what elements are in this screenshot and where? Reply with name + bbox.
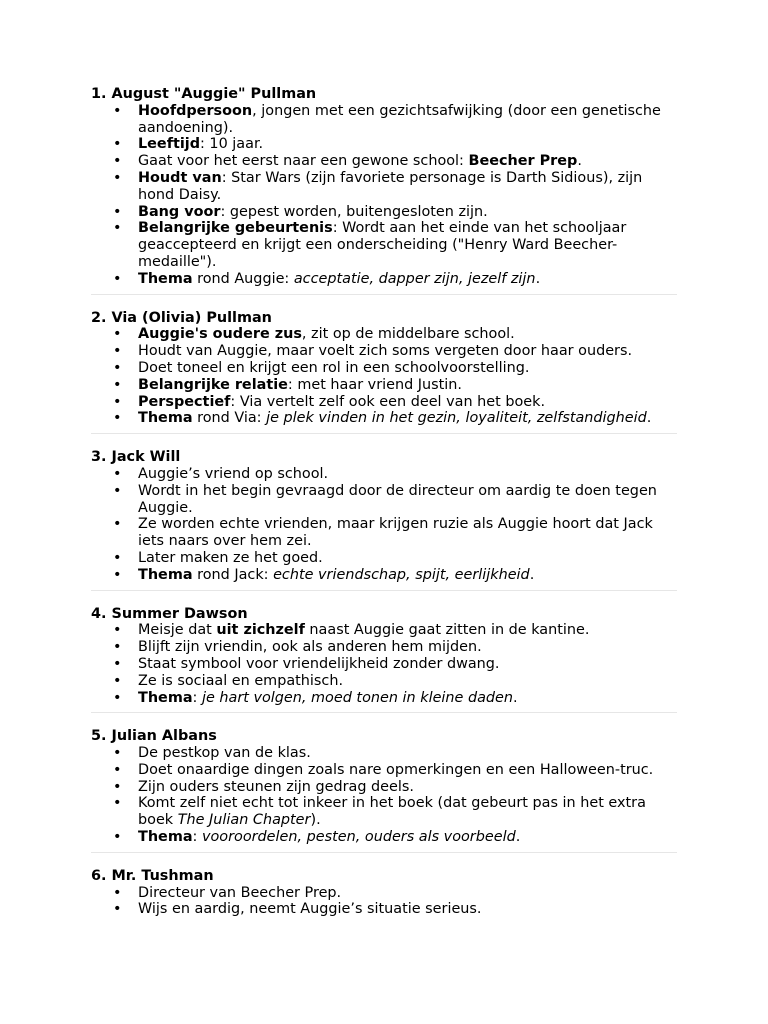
list-item xyxy=(91,466,677,483)
bullet-list xyxy=(91,885,677,919)
bullet-icon: • xyxy=(113,884,122,901)
list-item xyxy=(91,326,677,343)
text-run: Houdt van Auggie, maar voelt zich soms vergeten door haar ouders. xyxy=(138,343,633,360)
list-item xyxy=(91,550,677,567)
bullet-icon: • xyxy=(113,169,122,186)
text-run: rond Jack: xyxy=(192,566,274,583)
bullet-list xyxy=(91,745,677,846)
bullet-icon: • xyxy=(113,343,122,360)
bullet-icon: • xyxy=(113,359,122,376)
text-run: Zijn ouders steunen zijn gedrag deels. xyxy=(138,778,414,795)
character-section xyxy=(91,86,677,295)
list-item xyxy=(91,220,677,270)
list-item xyxy=(91,567,677,584)
italic-text: vooroordelen, pesten, ouders als voorbeeld xyxy=(201,829,516,846)
text-run: ). xyxy=(310,812,321,829)
bullet-list xyxy=(91,466,677,584)
character-section xyxy=(91,310,677,435)
list-item xyxy=(91,656,677,673)
text-run: : Via vertelt zelf ook een deel van het boek. xyxy=(230,393,546,410)
italic-text: je plek vinden in het gezin, loyaliteit, zelfstandigheid xyxy=(266,410,647,427)
bullet-icon: • xyxy=(113,795,122,812)
text-run: . xyxy=(535,270,541,287)
list-item xyxy=(91,343,677,360)
bullet-icon: • xyxy=(113,203,122,220)
bold-text: Thema xyxy=(138,566,193,583)
text-run: De pestkop van de klas. xyxy=(138,745,311,762)
section-heading: 6. Mr. Tushman xyxy=(91,867,214,884)
list-item xyxy=(91,690,677,707)
bullet-icon: • xyxy=(113,745,122,762)
bold-text: Auggie's oudere zus xyxy=(138,326,302,343)
section-heading: 3. Jack Will xyxy=(91,449,181,466)
list-item xyxy=(91,762,677,779)
text-run: Ze worden echte vrienden, maar krijgen ruzie als Auggie hoort dat Jack iets naars over hem zei. xyxy=(138,516,653,550)
bullet-icon: • xyxy=(113,516,122,533)
list-item xyxy=(91,745,677,762)
italic-text: je hart volgen, moed tonen in kleine daden xyxy=(201,689,514,706)
list-item xyxy=(91,516,677,550)
text-run: : Star Wars (zijn favoriete personage is Darth Sidious), zijn hond Daisy. xyxy=(138,169,643,203)
bold-text: Belangrijke gebeurtenis xyxy=(138,220,333,237)
bold-text: Thema xyxy=(138,689,193,706)
text-run: : xyxy=(192,689,202,706)
text-run: . xyxy=(513,689,518,706)
bold-text: uit zichzelf xyxy=(216,622,305,639)
bullet-icon: • xyxy=(113,270,122,287)
bullet-icon: • xyxy=(113,672,122,689)
list-item xyxy=(91,271,677,288)
text-run: Ze is sociaal en empathisch. xyxy=(138,672,344,689)
bullet-icon: • xyxy=(113,220,122,237)
text-run: . xyxy=(529,566,535,583)
italic-text: The Julian Chapter xyxy=(177,812,311,829)
character-section xyxy=(91,606,677,714)
bullet-icon: • xyxy=(113,410,122,427)
bullet-list xyxy=(91,103,677,288)
text-run: Blijft zijn vriendin, ook als anderen hem mijden. xyxy=(138,639,482,656)
bold-text: Leeftijd xyxy=(138,136,200,153)
section-heading: 1. August "Auggie" Pullman xyxy=(91,86,317,102)
text-run: , jongen met een gezichtsafwijking (door een genetische aandoening). xyxy=(138,102,661,136)
list-item xyxy=(91,901,677,918)
text-run: Wijs en aardig, neemt Auggie’s situatie serieus. xyxy=(138,901,482,918)
list-item xyxy=(91,394,677,411)
bold-text: Thema xyxy=(138,270,193,287)
text-run: . xyxy=(515,829,521,846)
list-item xyxy=(91,673,677,690)
list-item xyxy=(91,204,677,221)
list-item xyxy=(91,639,677,656)
text-run: Auggie’s vriend op school. xyxy=(138,465,329,482)
list-item xyxy=(91,360,677,377)
list-item xyxy=(91,483,677,517)
bold-text: Perspectief xyxy=(138,393,231,410)
text-run: : Wordt aan het einde van het schooljaar geaccepteerd en krijgt een onderscheiding ("Henry Ward Beecher-medaille"). xyxy=(138,220,627,270)
bullet-icon: • xyxy=(113,376,122,393)
list-item xyxy=(91,136,677,153)
bullet-icon: • xyxy=(113,153,122,170)
bullet-icon: • xyxy=(113,761,122,778)
list-item xyxy=(91,153,677,170)
list-item xyxy=(91,885,677,902)
bullet-icon: • xyxy=(113,465,122,482)
document-body xyxy=(91,86,677,939)
bullet-icon: • xyxy=(113,689,122,706)
character-section xyxy=(91,868,677,924)
text-run: : gepest worden, buitengesloten zijn. xyxy=(220,203,488,220)
text-run: . xyxy=(577,153,582,170)
text-run: : met haar vriend Justin. xyxy=(287,376,462,393)
character-section xyxy=(91,449,677,590)
bold-text: Thema xyxy=(138,829,193,846)
character-section xyxy=(91,728,677,853)
bullet-icon: • xyxy=(113,136,122,153)
bullet-icon: • xyxy=(113,549,122,566)
bold-text: Bang voor xyxy=(138,203,221,220)
text-run: Directeur van Beecher Prep. xyxy=(138,884,342,901)
list-item xyxy=(91,410,677,427)
list-item xyxy=(91,622,677,639)
bullet-icon: • xyxy=(113,102,122,119)
text-run: Komt zelf niet echt tot inkeer in het boek (dat gebeurt pas in het extra boek xyxy=(138,795,646,829)
text-run: Wordt in het begin gevraagd door de directeur om aardig te doen tegen Auggie. xyxy=(138,482,657,516)
text-run: Later maken ze het goed. xyxy=(138,549,323,566)
list-item xyxy=(91,103,677,137)
bold-text: Belangrijke relatie xyxy=(138,376,288,393)
text-run: Meisje dat xyxy=(138,622,217,639)
bullet-icon: • xyxy=(113,778,122,795)
text-run: Doet onaardige dingen zoals nare opmerkingen en een Halloween-truc. xyxy=(138,761,654,778)
text-run: rond Via: xyxy=(192,410,267,427)
list-item xyxy=(91,829,677,846)
bullet-icon: • xyxy=(113,482,122,499)
bullet-list xyxy=(91,326,677,427)
list-item xyxy=(91,779,677,796)
text-run: . xyxy=(646,410,652,427)
bullet-icon: • xyxy=(113,622,122,639)
bullet-icon: • xyxy=(113,901,122,918)
text-run: rond Auggie: xyxy=(192,270,294,287)
bold-text: Hoofdpersoon xyxy=(138,102,253,119)
section-heading: 2. Via (Olivia) Pullman xyxy=(91,309,272,326)
bullet-icon: • xyxy=(113,639,122,656)
text-run: : xyxy=(192,829,202,846)
text-run: : 10 jaar. xyxy=(200,136,264,153)
list-item xyxy=(91,170,677,204)
bullet-icon: • xyxy=(113,655,122,672)
italic-text: echte vriendschap, spijt, eerlijkheid xyxy=(273,566,530,583)
bold-text: Houdt van xyxy=(138,169,222,186)
text-run: naast Auggie gaat zitten in de kantine. xyxy=(304,622,590,639)
text-run: Gaat voor het eerst naar een gewone school: xyxy=(138,153,469,170)
bold-text: Beecher Prep xyxy=(468,153,578,170)
section-heading: 4. Summer Dawson xyxy=(91,605,248,622)
bullet-list xyxy=(91,622,677,706)
bullet-icon: • xyxy=(113,829,122,846)
list-item xyxy=(91,795,677,829)
bold-text: Thema xyxy=(138,410,193,427)
section-heading: 5. Julian Albans xyxy=(91,728,217,745)
bullet-icon: • xyxy=(113,566,122,583)
text-run: Staat symbool voor vriendelijkheid zonder dwang. xyxy=(138,655,500,672)
bullet-icon: • xyxy=(113,326,122,343)
text-run: Doet toneel en krijgt een rol in een schoolvoorstelling. xyxy=(138,359,530,376)
bullet-icon: • xyxy=(113,393,122,410)
list-item xyxy=(91,377,677,394)
italic-text: acceptatie, dapper zijn, jezelf zijn xyxy=(293,270,536,287)
text-run: , zit op de middelbare school. xyxy=(301,326,515,343)
